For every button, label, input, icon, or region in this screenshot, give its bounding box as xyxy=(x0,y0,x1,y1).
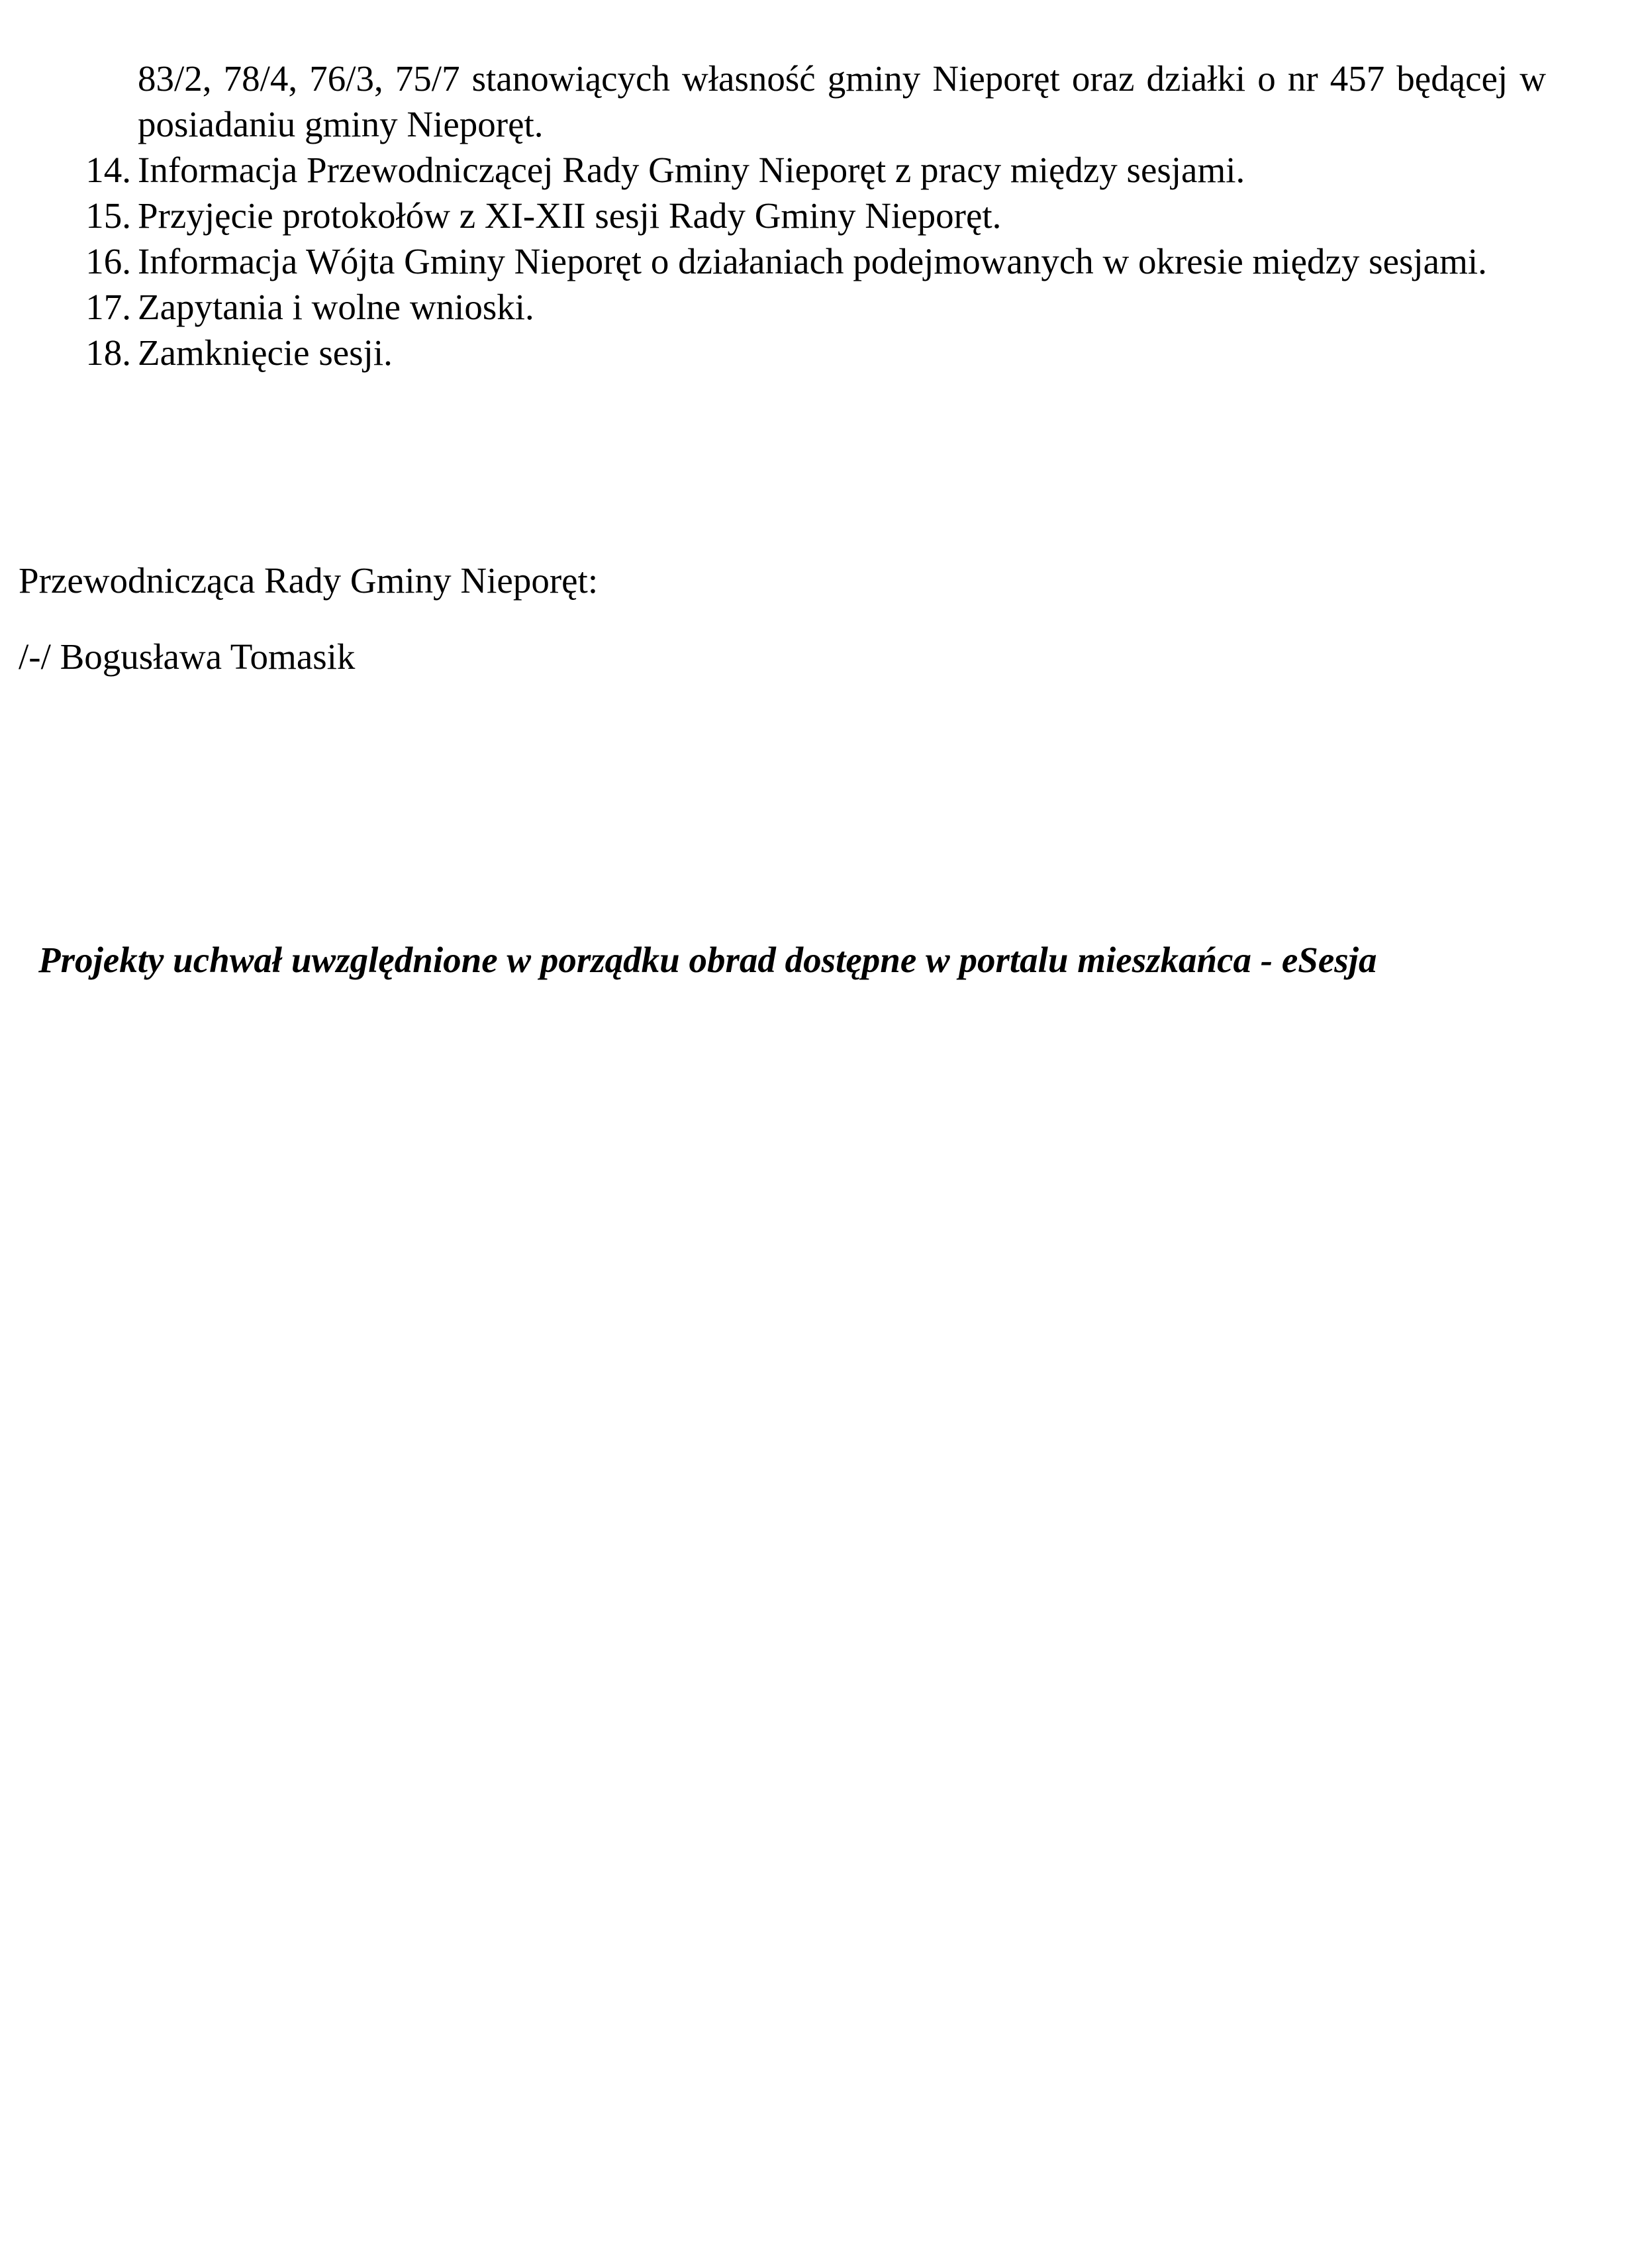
agenda-item-text: 83/2, 78/4, 76/3, 75/7 stanowiących własność gminy Nieporęt oraz działki o nr 457 będącej w posiadaniu gminy Nieporęt. xyxy=(138,58,1546,144)
agenda-item-text: Przyjęcie protokołów z XI-XII sesji Rady Gminy Nieporęt. xyxy=(138,195,1002,236)
agenda-item-number: 17. xyxy=(85,287,131,327)
footer-note: Projekty uchwał uwzględnione w porządku obrad dostępne w portalu mieszkańca - eSesja xyxy=(38,940,1377,980)
signature-title: Przewodnicząca Rady Gminy Nieporęt: xyxy=(19,560,599,601)
agenda-item-number: 14. xyxy=(85,150,131,190)
agenda-item-text: Zapytania i wolne wnioski. xyxy=(138,287,534,327)
agenda-item-18 xyxy=(73,330,1546,375)
agenda-item-14 xyxy=(73,147,1546,193)
agenda-item-number: 16. xyxy=(85,241,131,281)
agenda-item-text: Zamknięcie sesji. xyxy=(138,332,393,373)
agenda-item-number: 18. xyxy=(85,332,131,373)
agenda-item-text: Informacja Przewodniczącej Rady Gminy Nieporęt z pracy między sesjami. xyxy=(138,150,1245,190)
agenda-list xyxy=(73,56,1546,375)
agenda-item-16 xyxy=(73,238,1546,284)
agenda-item-13-continuation xyxy=(73,56,1546,147)
agenda-item-text: Informacja Wójta Gminy Nieporęt o działaniach podejmowanych w okresie między sesjami. xyxy=(138,241,1487,281)
agenda-item-15 xyxy=(73,193,1546,238)
agenda-item-number: 15. xyxy=(85,195,131,236)
agenda-item-17 xyxy=(73,284,1546,330)
signature-name: /-/ Bogusława Tomasik xyxy=(19,636,356,677)
